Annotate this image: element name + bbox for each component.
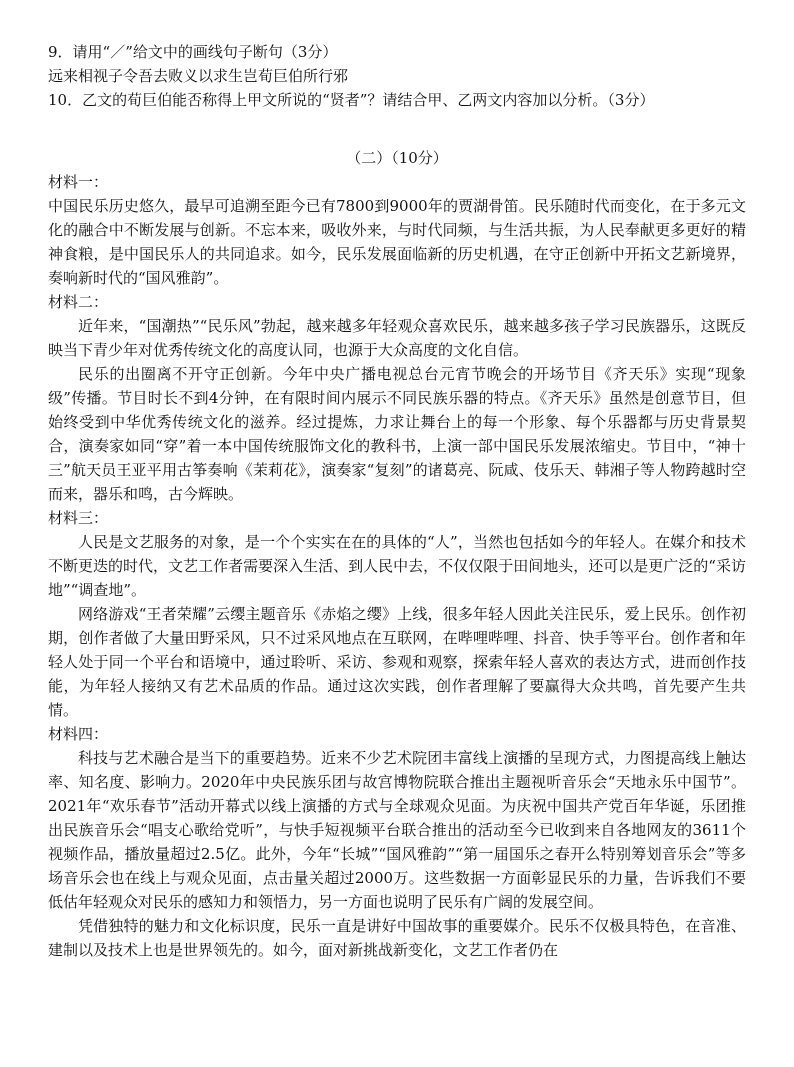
question-10: 10．乙文的荀巨伯能否称得上甲文所说的“贤者”？请结合甲、乙两文内容加以分析。（3分） [48, 91, 655, 109]
material-paragraph: 凭借独特的魅力和文化标识度，民乐一直是讲好中国故事的重要媒介。民乐不仅极具特色，在音准、建制以及技术上也是世界领先的。如今，面对新挑战新变化，文艺工作者仍在 [48, 917, 746, 959]
material-paragraph: 中国民乐历史悠久，最早可追溯至距今已有7800到9000年的贾湖骨笛。民乐随时代而变化，在于多元文化的融合中不断发展与创新。不忘本来，吸收外来，与时代同频，与生活共振，为人民奉献更多更好的精神食粮，是中国民乐人的共同追求。如今，民乐发展面临新的历史机遇，在守正创新中开拓文艺新境界，奏响新时代的“国风雅韵”。 [48, 197, 746, 287]
material-4 [48, 722, 746, 962]
material-heading: 材料二： [48, 293, 109, 311]
material-heading: 材料三： [48, 509, 109, 527]
question-9: 9．请用“／”给文中的画线句子断句（3分） [48, 43, 338, 61]
material-paragraph: 科技与艺术融合是当下的重要趋势。近来不少艺术院团丰富线上演播的呈现方式，力图提高线上触达率、知名度、影响力。2020年中央民族乐团与故宫博物院联合推出主题视听音乐会“天地永乐中国节”。2021年“欢乐春节”活动开幕式以线上演播的方式与全球观众见面。为庆祝中国共产党百年华诞，乐团推出民族音乐会“唱支心歌给党听”，与快手短视频平台联合推出的活动至今已收到来自各地网友的3611个视频作品，播放量超过2.5亿。此外，今年“长城”“国风雅韵”“第一届国乐之春开么特别筹划音乐会”等多场音乐会也在线上与观众见面，点击量关超过2000万。这些数据一方面彰显民乐的力量，告诉我们不要低估年轻观众对民乐的感知力和领悟力，另一方面也说明了民乐有广阔的发展空间。 [48, 749, 746, 911]
material-paragraph: 民乐的出圈离不开守正创新。今年中央广播电视总台元宵节晚会的开场节目《齐天乐》实现“现象级”传播。节目时长不到4分钟，在有限时间内展示不同民族乐器的特点。《齐天乐》虽然是创意节目，但始终受到中华优秀传统文化的滋养。经过提炼，力求让舞台上的每一个形象、每个乐器都与历史背景契合，演奏家如同“穿”着一本中国传统服饰文化的教科书，上演一部中国民乐发展浓缩史。节目中，“神十三”航天员王亚平用古筝奏响《茉莉花》，演奏家“复刻”的诸葛亮、阮咸、伎乐天、韩湘子等人物跨越时空而来，器乐和鸣，古今辉映。 [48, 365, 746, 503]
section-title: （二）（10分） [346, 149, 448, 167]
material-1 [48, 170, 746, 290]
material-paragraph: 网络游戏“王者荣耀”云缨主题音乐《赤焰之缨》上线，很多年轻人因此关注民乐，爱上民乐。创作初期，创作者做了大量田野采风，只不过采风地点在互联网，在哔哩哔哩、抖音、快手等平台。创作者和年轻人处于同一个平台和语境中，通过聆听、采访、参观和观察，探索年轻人喜欢的表达方式，进而创作技能，为年轻人接纳又有艺术品质的作品。通过这次实践，创作者理解了要赢得大众共鸣，首先要产生共情。 [48, 605, 746, 719]
material-paragraph: 近年来，“国潮热”“民乐风”勃起，越来越多年轻观众喜欢民乐，越来越多孩子学习民族器乐，这既反映当下青少年对优秀传统文化的高度认同，也源于大众高度的文化自信。 [48, 317, 746, 359]
material-heading: 材料四： [48, 725, 109, 743]
material-paragraph: 人民是文艺服务的对象，是一个个实实在在的具体的“人”，当然也包括如今的年轻人。在媒介和技术不断更迭的时代，文艺工作者需要深入生活、到人民中去，不仅仅限于田间地头，还可以是更广泛的“采访地”“调查地”。 [48, 533, 746, 599]
material-3 [48, 506, 746, 722]
question-9-sentence: 远来相视子令吾去败义以求生岂荀巨伯所行邪 [48, 67, 349, 85]
material-2 [48, 290, 746, 506]
material-heading: 材料一： [48, 173, 109, 191]
